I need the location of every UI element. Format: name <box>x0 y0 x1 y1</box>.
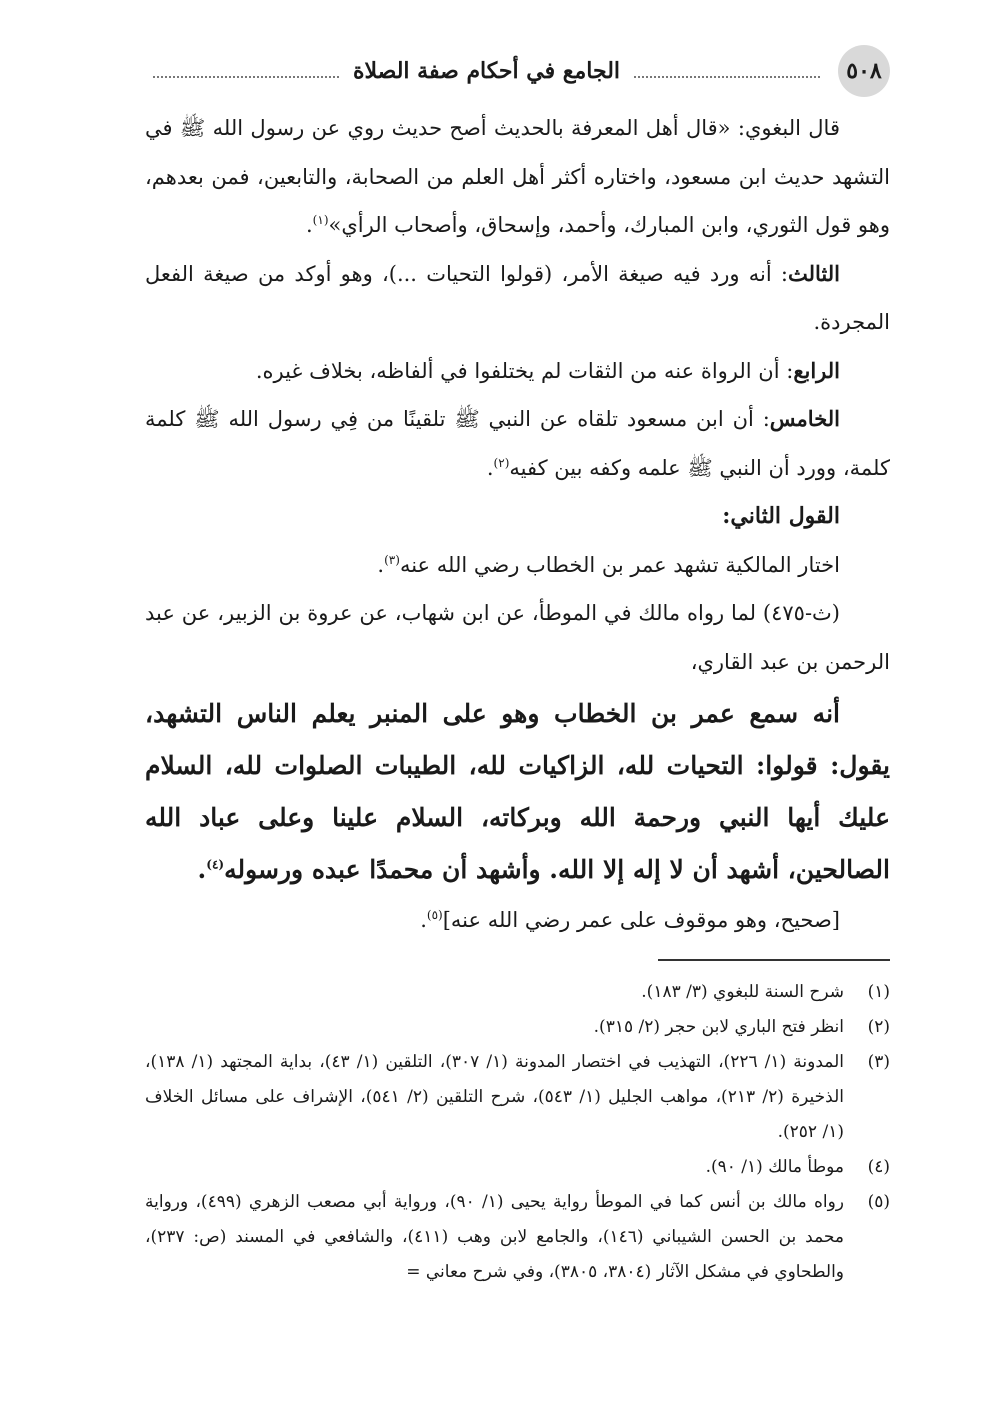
footnote <box>145 1010 890 1045</box>
header-dotted-leader <box>634 76 820 78</box>
main-text <box>145 104 890 945</box>
footnote-number: (٢) <box>867 1017 890 1037</box>
term-fifth: الخامس <box>769 406 840 431</box>
footnotes <box>145 975 890 1290</box>
paragraph-fourth: الرابع: أن الرواة عنه من الثقات لم يختلفوا في ألفاظه، بخلاف غيره. <box>255 357 840 383</box>
footnote-ref: (١) <box>312 213 329 227</box>
paragraph-malikiyya: اختار المالكية تشهد عمر بن الخطاب رضي الله عنه$^{(٣)}$. <box>377 552 840 577</box>
term-third: الثالث <box>788 260 840 286</box>
page-header <box>145 46 890 96</box>
hadith-text: أنه سمع عمر بن الخطاب وهو على المنبر يعلم الناس التشهد، يقول: قولوا: التحيات لله، الزاكيات لله، الطيبات الصلوات لله، السلام عليك أيها النبي ورحمة الله وبركاته، السلام علينا وعلى عباد الله الصالحين، أشهد أن لا إله إلا الله. وأشهد أن محمدًا عبده ورسوله$^{(٤)}$. <box>145 699 890 884</box>
footnote-ref: (٥) <box>426 908 443 922</box>
footnote <box>145 1045 890 1150</box>
header-dotted-leader <box>153 76 339 78</box>
footnote-text: شرح السنة للبغوي (٣/ ١٨٣). <box>641 982 844 1002</box>
footnote-number: (٣) <box>867 1052 890 1072</box>
footnote-text: المدونة (١/ ٢٢٦)، التهذيب في اختصار المدونة (١/ ٣٠٧)، التلقين (١/ ٤٣)، بداية المجتهد (١/ ١٣٨)، الذخيرة (٢/ ٢١٣)، مواهب الجليل (١/ ٥٤٣)، شرح التلقين (٢/ ٥٤١)، الإشراف على مسائل الخلاف (١/ ٢٥٢). <box>145 1052 844 1142</box>
footnote-ref: (٤) <box>206 857 225 872</box>
paragraph-baghawi: قال البغوي: «قال أهل المعرفة بالحديث أصح حديث روي عن رسول الله ﷺ في التشهد حديث ابن مسعود، واختاره أكثر أهل العلم من الصحابة، والتابعين، فمن بعدهم، وهو قول الثوري، وابن المبارك، وأحمد، وإسحاق، وأصحاب الرأي»$^{(١)}$. <box>145 116 890 237</box>
footnote-number: (٥) <box>867 1192 890 1212</box>
paragraph-narration: (ث-٤٧٥) لما رواه مالك في الموطأ، عن ابن شهاب، عن عروة بن الزبير، عن عبد الرحمن بن عبد القاري، <box>145 601 890 674</box>
footnote-text: موطأ مالك (١/ ٩٠). <box>705 1157 844 1177</box>
paragraph-grading: [صحيح، وهو موقوف على عمر رضي الله عنه]$^{(٥)}$. <box>420 908 840 932</box>
footnote <box>145 975 890 1010</box>
footnote-ref: (٢) <box>493 455 510 470</box>
footnote-text: انظر فتح الباري لابن حجر (٢/ ٣١٥). <box>593 1017 844 1037</box>
footnote-number: (٤) <box>867 1157 890 1177</box>
footnote-text: رواه مالك بن أنس كما في الموطأ رواية يحيى (١/ ٩٠)، ورواية أبي مصعب الزهري (٤٩٩)، ورواية محمد بن الحسن الشيباني (١٤٦)، والجامع لابن وهب (٤١١)، والشافعي في المسند (ص: ٢٣٧)، والطحاوي في مشكل الآثار (٣٨٠٤، ٣٨٠٥)، وفي شرح معاني = <box>145 1192 844 1282</box>
page-number: ٥٠٨ <box>838 45 890 97</box>
term-fourth: الرابع <box>793 357 840 383</box>
footnote <box>145 1150 890 1185</box>
footnote-ref: (٣) <box>384 552 400 567</box>
footnote <box>145 1185 890 1290</box>
footnote-number: (١) <box>867 982 890 1002</box>
paragraph-third: الثالث: أنه ورد فيه صيغة الأمر، (قولوا التحيات ...)، وهو أوكد من صيغة الفعل المجردة. <box>145 260 890 334</box>
footnote-separator <box>658 959 890 961</box>
paragraph-fifth: الخامس: أن ابن مسعود تلقاه عن النبي ﷺ تلقينًا من فِي رسول الله ﷺ كلمة كلمة، وورد أن النبي ﷺ علمه وكفه بين كفيه$^{(٢)}$. <box>145 406 890 480</box>
running-title: الجامع في أحكام صفة الصلاة <box>352 58 621 84</box>
section-heading: القول الثاني: <box>722 503 840 529</box>
